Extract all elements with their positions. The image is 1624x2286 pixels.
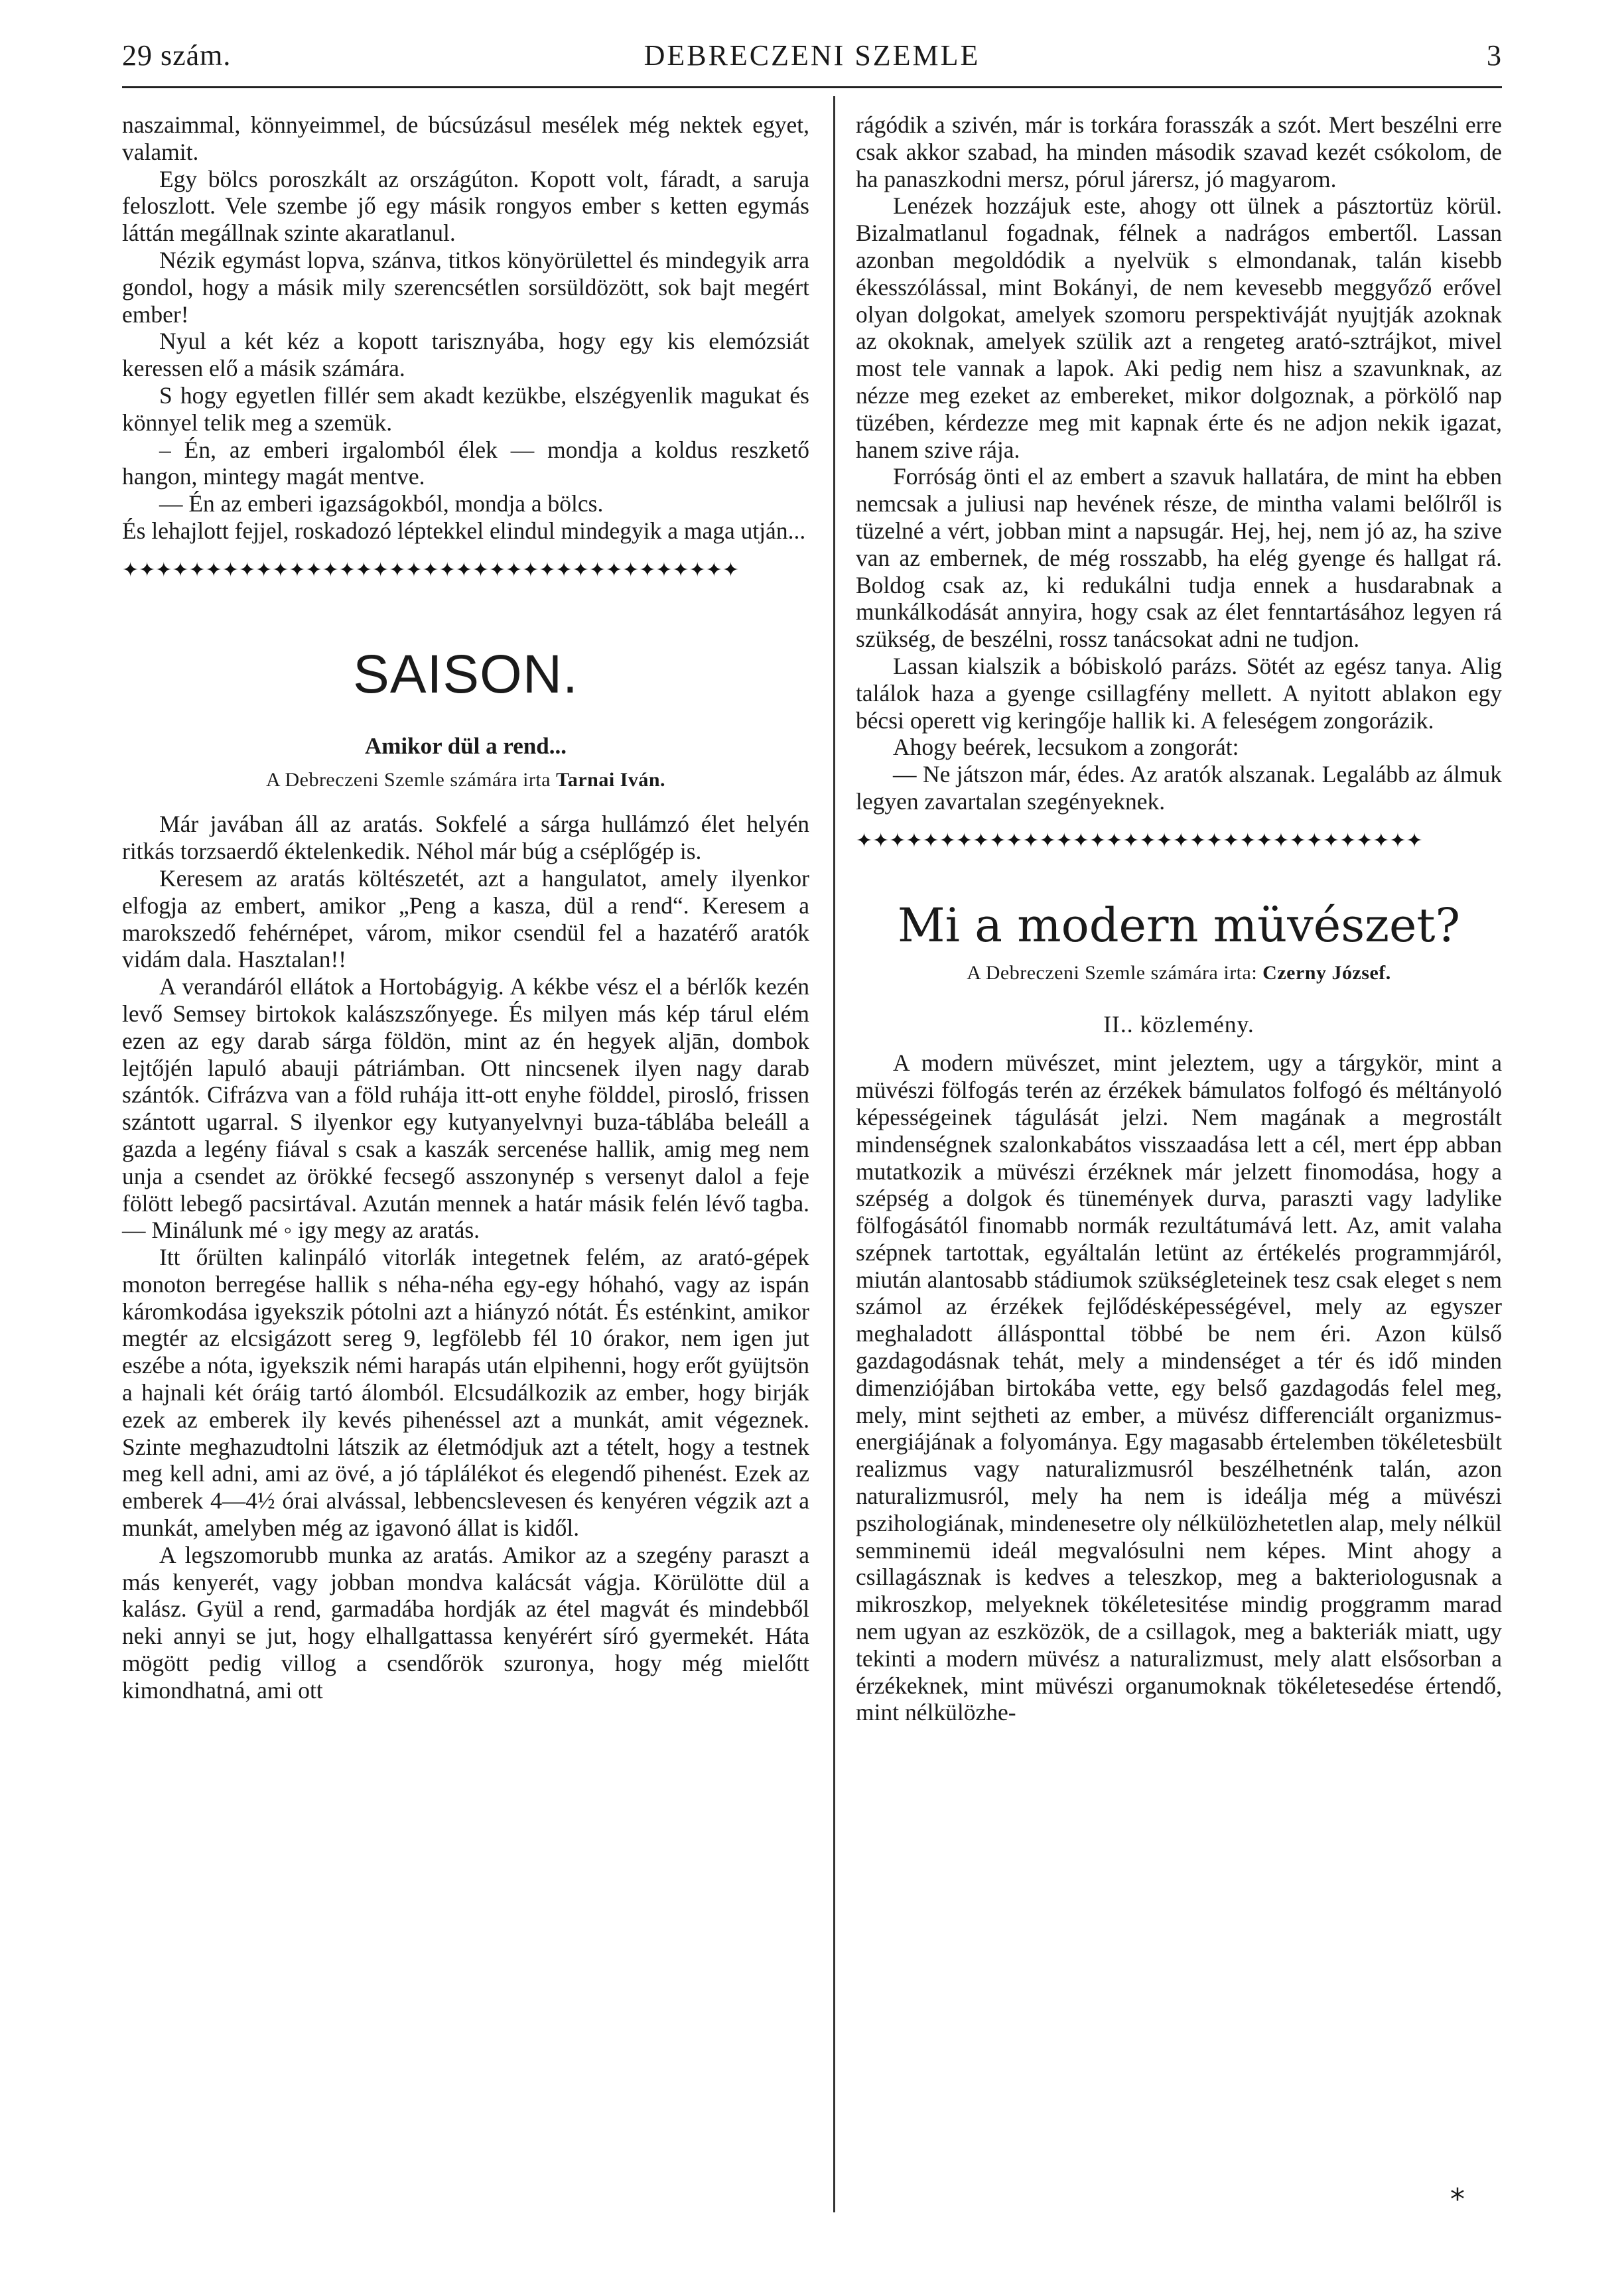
paragraph: Forróság önti el az embert a szavuk hallatára, de mint ha ebben nemcsak a juliusi nap hevének része, de mintha valami belőlről is tüzelné a vért, jobban mint a napsugár. Hej, hej, nem jó az, ha szive van az embernek, de még rosszabb, ha elég gyenge és hallgat rá. Boldog csak az, ki redukálni tudja ennek a husdarabnak a munkálkodását annyira, hogy csak az élet fenntartásához legyen rá szükség, de beszélni, rossz tanácsokat adni ne tudjon. bbox=[856, 463, 1502, 653]
byline-prefix: A Debreczeni Szemle számára irta bbox=[265, 768, 551, 791]
footnote-mark: * bbox=[1450, 2183, 1465, 2216]
paragraph: – Én, az emberi irgalomból élek — mondja a koldus reszkető hangon, mintegy magát mentve. bbox=[122, 436, 809, 490]
paragraph: Ahogy beérek, lecsukom a zongorát: bbox=[893, 734, 1239, 761]
article-title: SAISON. bbox=[353, 643, 578, 705]
paragraph: — Én az emberi igazságokból, mondja a bölcs. bbox=[159, 490, 604, 517]
article-title: Mi a modern müvészet? bbox=[897, 898, 1461, 953]
byline-prefix: A Debreczeni Szemle számára irta: bbox=[967, 961, 1258, 984]
ornament-divider: ✦✦✦✦✦✦✦✦✦✦✦✦✦✦✦✦✦✦✦✦✦✦✦✦✦✦✦✦✦✦✦✦✦✦✦✦✦ bbox=[122, 559, 740, 581]
issue-number: 29 szám. bbox=[122, 39, 232, 72]
ornament-divider: ✦✦✦✦✦✦✦✦✦✦✦✦✦✦✦✦✦✦✦✦✦✦✦✦✦✦✦✦✦✦✦✦✦✦ bbox=[856, 829, 1423, 852]
column-divider bbox=[833, 96, 835, 2212]
paragraph: naszaimmal, könnyeimmel, de búcsúzásul mesélek még nektek egyet, valamit. bbox=[122, 111, 809, 165]
left-column bbox=[122, 111, 809, 1704]
paragraph: Lassan kialszik a bóbiskoló parázs. Sötét az egész tanya. Alig találok haza a gyenge csillagfény mellett. A nyitott ablakon egy bécsi operett vig keringője hallik ki. A feleségem zongorázik. bbox=[856, 652, 1502, 734]
paragraph: Nyul a két kéz a kopott tarisznyába, hogy egy kis elemózsiát keressen elő a másik számára. bbox=[122, 328, 809, 382]
byline-author: Tarnai Iván. bbox=[556, 768, 666, 791]
right-column bbox=[856, 111, 1502, 1726]
paragraph: S hogy egyetlen fillér sem akadt kezükbe, elszégyenlik magukat és könnyel telik meg a szemük. bbox=[122, 381, 809, 436]
paragraph: Már javában áll az aratás. Sokfelé a sárga hullámzó élet helyén ritkás torzsaerdő éktelenkedik. Néhol már búg a cséplőgép is. bbox=[122, 811, 809, 865]
page-header bbox=[122, 32, 1502, 85]
paragraph: Keresem az aratás költészetét, azt a hangulatot, amely ilyenkor elfogja az embert, amikor „Peng a kasza, dül a rend“. Keresem a marokszedő fehérnépet, várom, mikor csendül fel a hazatérő aratók vidám dala. Hasztalan!! bbox=[122, 864, 809, 973]
page-number: 3 bbox=[1487, 39, 1502, 72]
paragraph: Itt őrülten kalinpáló vitorlák integetnek felém, az arató-gépek monoton berregése hallik s néha-néha egy-egy hóhahó, vagy az ispán káromkodása igyekszik pótolni azt a hiányzó nótát. És esténkint, amikor megtér az elcsigázott sereg 9, legfölebb fél 10 órakor, nem igen jut eszébe a nóta, igyekszik némi harapás után elpihenni, hogy erőt gyüjtsön a hajnali két óráig tartó álomból. Elcsudálkozik az ember, hogy birják ezek az emberek ily kevés pihenéssel azt a munkát, amit végeznek. Szinte meghazudtolni látszik az életmódjuk azt a tételt, hogy a testnek meg kell adni, ami az övé, a jó táplálékot és elegendő pihenést. Ezek az emberek 4—4½ órai alvással, lebbencslevesen és kenyéren végzik azt a munkát, amelyben még az igavonó állat is kidől. bbox=[122, 1244, 809, 1542]
paragraph: Lenézek hozzájuk este, ahogy ott ülnek a pásztortüz körül. Bizalmatlanul fogadnak, félnek a nadrágos embertől. Lassan azonban megoldódik a nyelvük s elmondanak, talán kisebb ékesszólással, mint Bokányi, de nem kevesebb meggyőző erővel olyan dolgokat, amelyek szomoru perspektiváját nyujtják azoknak az okoknak, amelyek szülik azt a rengeteg arató-sztrájkot, mivel most tele vannak a lapok. Aki pedig nem hisz a szavunknak, az nézze meg ezeket az embereket, mikor dolgoznak, a pörkölő nap tüzében, kérdezze meg mit kapnak érte és ne adjon nekik igazat, hanem szive rája. bbox=[856, 192, 1502, 463]
paragraph: Egy bölcs poroszkált az országúton. Kopott volt, fáradt, a saruja feloszlott. Vele szembe jő egy másik rongyos ember s ketten egymás láttán megállnak szinte akaratlanul. bbox=[122, 165, 809, 247]
paragraph: Nézik egymást lopva, szánva, titkos könyörülettel és mindegyik arra gondol, hogy a másik mily szerencsétlen sorsüldözött, sok bajt megért ember! bbox=[122, 246, 809, 328]
paragraph: — Ne játszon már, édes. Az aratók alszanak. Legalább az álmuk legyen zavartalan szegényeknek. bbox=[856, 761, 1502, 815]
journal-title: DEBRECZENI SZEMLE bbox=[643, 39, 981, 72]
paragraph: És lehajlott fejjel, roskadozó léptekkel elindul mindegyik a maga utján... bbox=[122, 517, 806, 544]
paragraph: A verandáról ellátok a Hortobágyig. A kékbe vész el a bérlők kezén levő Semsey birtokok kalászszőnyege. És milyen más kép tárul elém ezen az egy darab sárga földön, mint az én hegyek aljān, dombok lejtőjén lapuló abauji pátriámban. Ott nincsenek ilyen nagy darab szántók. Cifrázva van a föld ruhája itt-ott enyhe földdel, pirosló, frissen szántott ugarral. S ilyenkor egy kutyanyelvnyi buza-táblába beleáll a gazda a legény fiával s csak a kaszák sercenése hallik, amig meg nem unja a csendet az örökké fecsegő asszonynép s versenyt dalol a feje fölött lebegő pacsirtával. Azután mennek a határ másik felén lévő tagba. — Minálunk mé ◦ igy megy az aratás. bbox=[122, 973, 809, 1244]
header-rule bbox=[122, 86, 1502, 88]
paragraph: rágódik a szivén, már is torkára forasszák a szót. Mert beszélni erre csak akkor szabad, ha minden második szavad kezét csókolom, de ha panaszkodni mersz, pórul járersz, jó magyarom. bbox=[856, 111, 1502, 192]
byline-author: Czerny József. bbox=[1262, 961, 1391, 984]
article-byline bbox=[856, 960, 1502, 987]
paragraph: A legszomorubb munka az aratás. Amikor az a szegény paraszt a más kenyerét, vagy jobban mondva kalácsát vágja. Körülötte dül a kalász. Gyül a rend, garmadába hordják az étel magvát és mindebből neki annyi se jut, hogy elhallgattassa kenyérért síró gyermekét. Háta mögött pedig villog a csendőrök szuronya, hogy még mielőtt kimondhatná, ami ott bbox=[122, 1541, 809, 1704]
section-number: II.. közlemény. bbox=[1103, 1010, 1254, 1038]
article-byline bbox=[122, 767, 809, 794]
paragraph: A modern müvészet, mint jeleztem, ugy a tárgykör, mint a müvészi fölfogás terén az érzékek bámulatos folfogó és méltányoló képességeinek tágulását jelzi. Nem magának a megrostált mindenségnek szalonkabátos visszaadása lett a cél, mert épp abban mutatkozik a müvészi érzéknek már jelzett finomodása, hogy a szépség a dolgok és tünemények durva, paraszti vagy ladylike fölfogásától finomabb normák rezultátumává lett. Az, amit valaha szépnek tartottak, egyáltalán letünt az értékelés programmjáról, miután alantosabb stádiumok szükségleteinek tesz csak eleget s nem számol az érzékek fejlődésképességével, mely az egyszer meghaladott állásponttal többé be nem éri. Azon külső gazdagodásnak tehát, mely a mindenséget a tér és idő minden dimenziójában birtokába vette, egy belső gazdagodás felel meg, mely, mint sejtheti az ember, a müvész differenciált organizmus-energiájának a folyománya. Egy magasabb értelemben tökéletesbült realizmus vagy naturalizmusról beszélhetnénk talán, azon naturalizmusról, mely ha nem is ideálja még a müvészi pszihologiának, mindenesetre oly nélkülözhetetlen alap, mely nélkül semminemü ideál megvalósulni nem képes. Mint ahogy a csillagásznak is kedves a teleszkop, meg a bakteriologusnak a mikroszkop, melyeknek tökéletesitése mindig proggramm marad nem ugyan az eszközök, de a csillagok, meg a bakteriák miatt, ugy tekinti a modern müvész a naturalizmust, mely alatt elsősorban a érzékeknek, mint müvészi organumoknak tökéletesedése értendő, mint nélkülözhe- bbox=[856, 1049, 1502, 1726]
article-subtitle: Amikor dül a rend... bbox=[364, 732, 567, 759]
